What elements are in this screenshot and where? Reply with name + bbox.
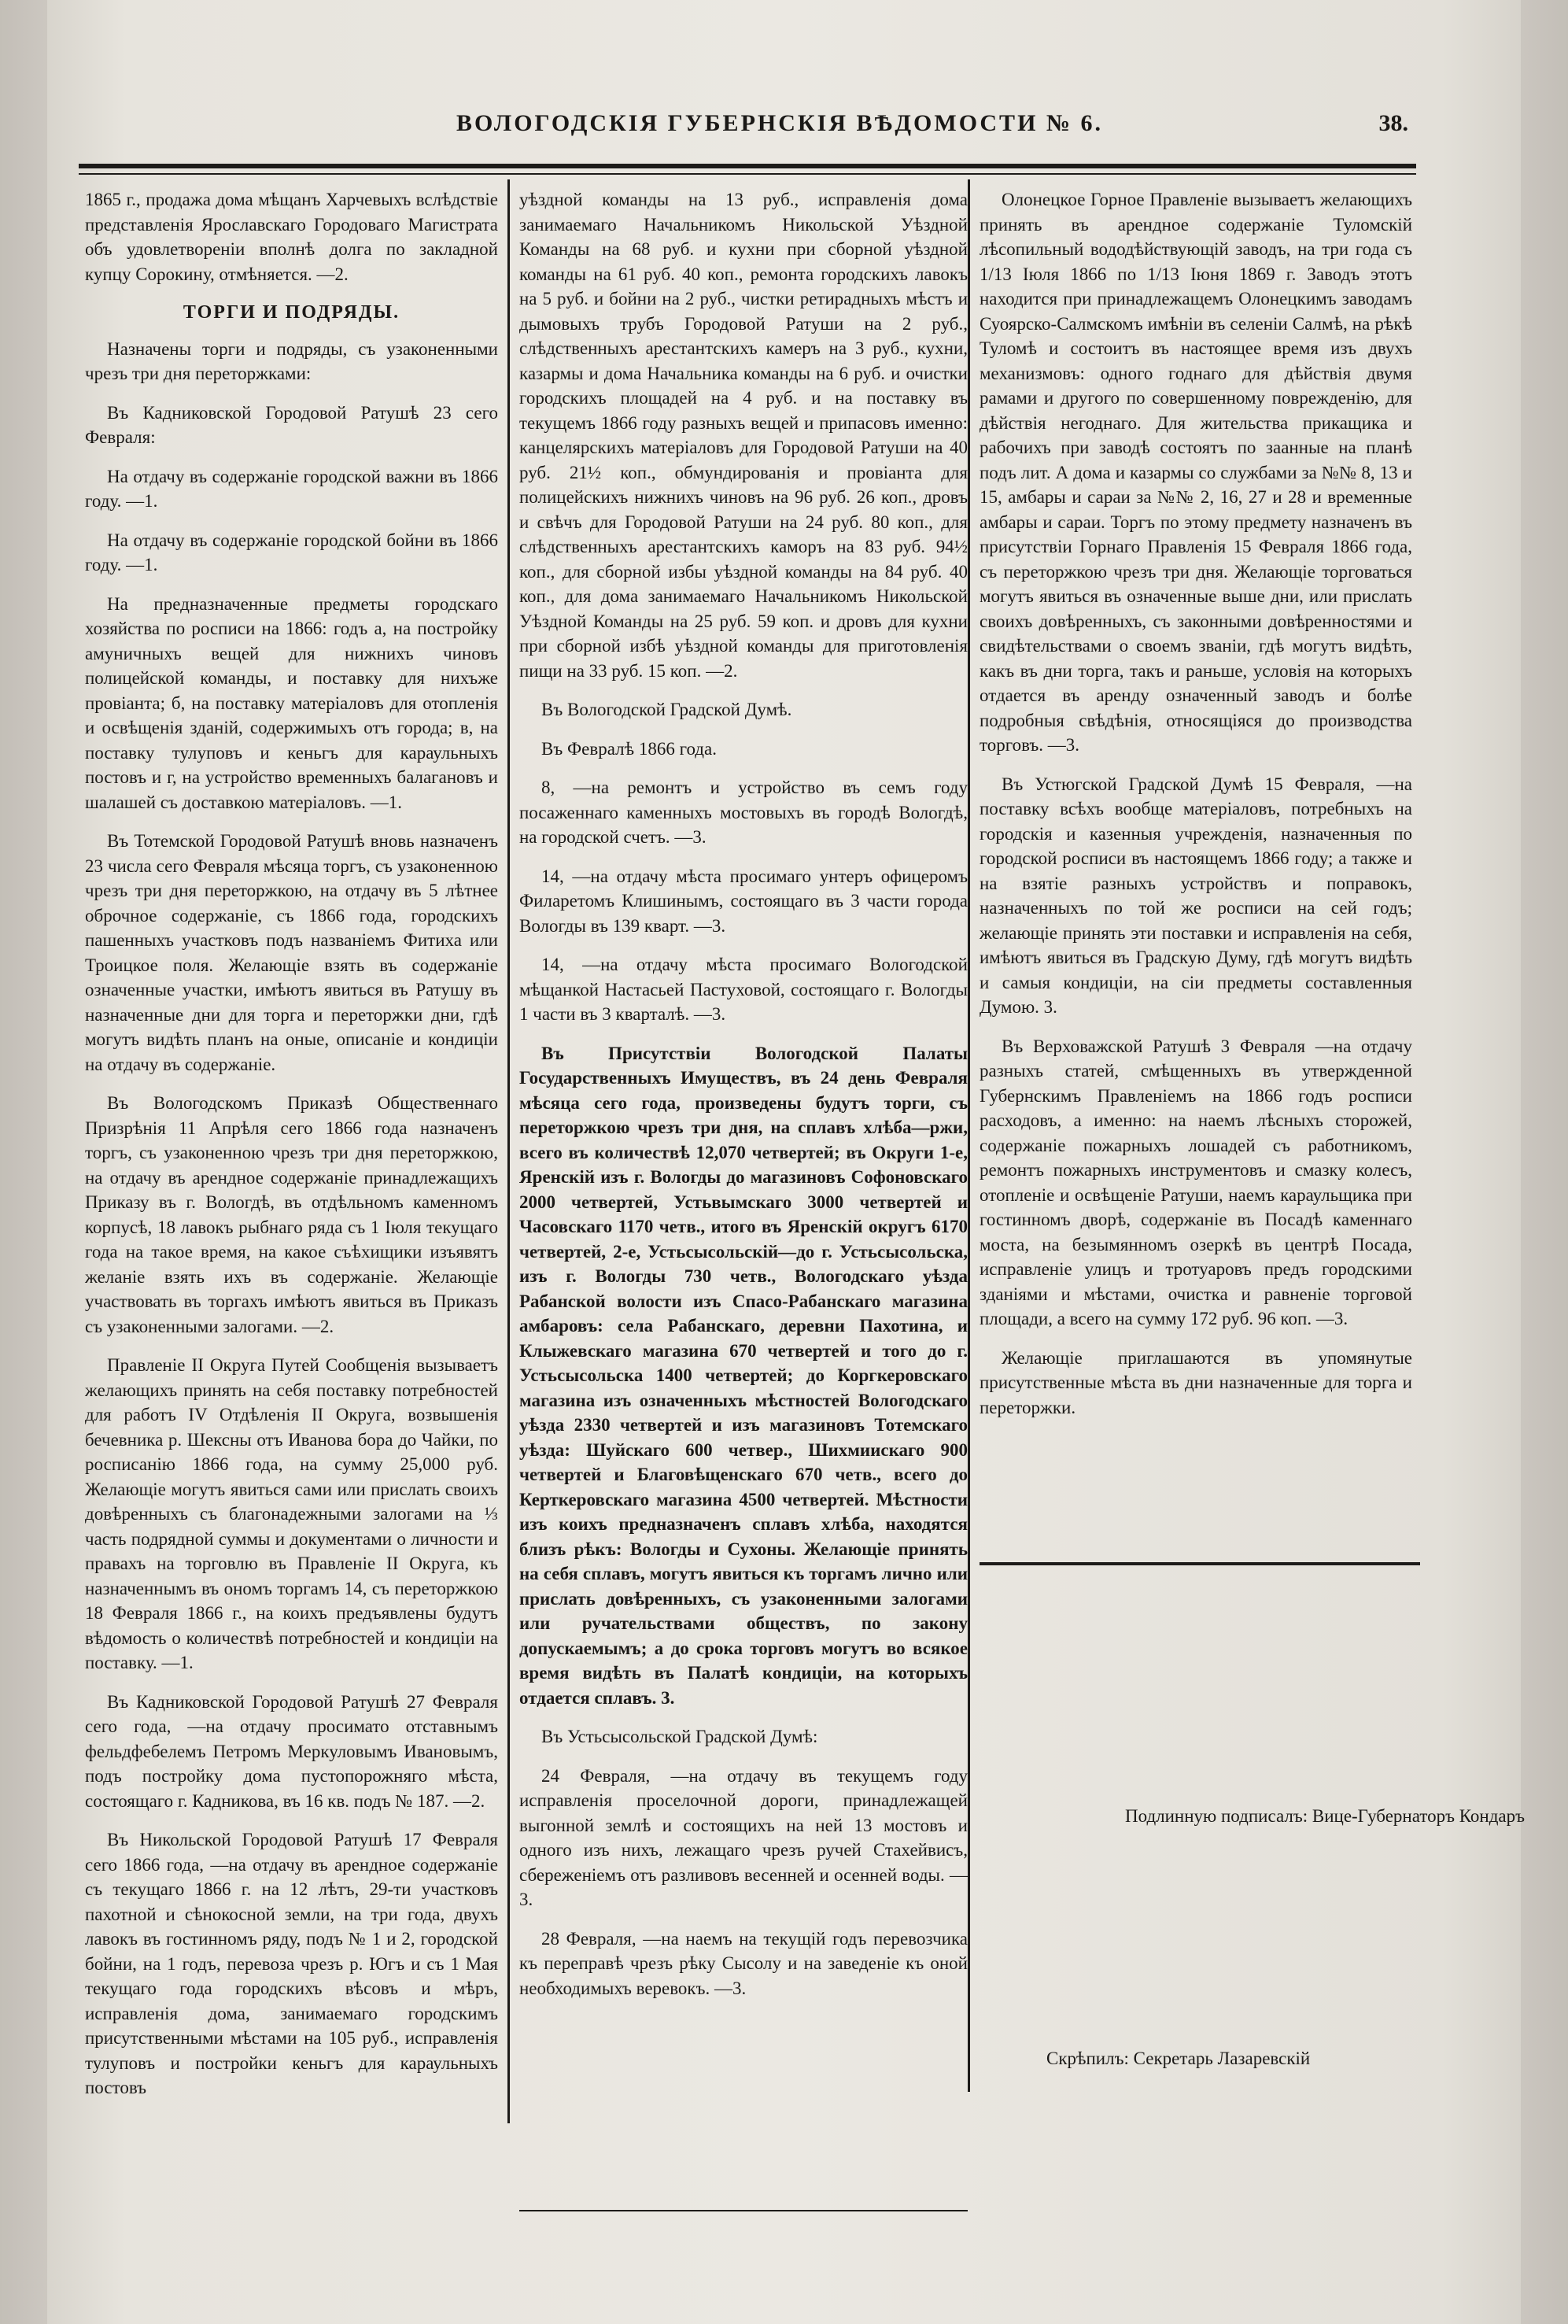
article-paragraph: 24 Февраля, —на отдачу въ текущемъ году исправленія проселочной дороги, принадлежащей выгонной землѣ и состоящихъ на ней 13 мостовъ и одного изъ нихъ, лежащаго чрезъ ручей Стахейвисъ, сбереженіемъ отъ разливовъ весенней и осенней воды. —3. [519, 1765, 968, 1909]
article-paragraph: Въ Вологодскомъ Приказѣ Общественнаго Призрѣнія 11 Апрѣля сего 1866 года назначенъ торгъ, съ узаконенною чрезъ три дня переторжкою, на отдачу въ арендное содержаніе принадлежащихъ Приказу въ г. Вологдѣ, въ отдѣльномъ каменномъ корпусѣ, 18 лавокъ рыбнаго ряда съ 1 Іюля текущаго года на такое время, на какое съѣхищики изъявятъ желаніе взять ихъ въ содержаніе. Желающіе участвовать въ торгахъ имѣютъ явиться въ Приказъ съ узаконенными залогами. —2. [85, 1093, 498, 1336]
article-paragraph: 8, —на ремонтъ и устройство въ семъ году посаженнаго каменныхъ мостовыхъ въ городѣ Вологдѣ, на городской счетъ. —3. [519, 778, 968, 847]
header-rule [79, 164, 1416, 168]
article-paragraph: На отдачу въ содержаніе городской важни въ 1866 году. —1. [85, 466, 498, 511]
column-left [85, 187, 498, 2115]
column-end-rule [980, 1562, 1420, 1565]
article-paragraph: 28 Февраля, —на наемъ на текущій годъ перевозчика къ переправѣ чрезъ рѣку Сысолу и на заведеніе къ оной необходимыхъ веревокъ. —3. [519, 1928, 968, 1998]
article-paragraph: Въ Кадниковской Городовой Ратушѣ 23 сего Февраля: [85, 402, 498, 447]
article-paragraph: 1865 г., продажа дома мѣщанъ Харчевыхъ вслѣдствіе представленія Ярославскаго Городоваго Магистрата объ удовлетвореніи вполнѣ долга по закладной купцу Сорокину, отмѣняется. —2. [85, 190, 498, 284]
page-number: 38. [1378, 110, 1408, 136]
article-paragraph: Назначены торги и подряды, съ узаконенными чрезъ три дня переторжками: [85, 338, 498, 383]
article-paragraph: 14, —на отдачу мѣста просимаго унтеръ офицеромъ Филаретомъ Клишинымъ, состоящаго въ 3 части города Вологды въ 139 кварт. —3. [519, 866, 968, 936]
section-heading: ТОРГИ И ПОДРЯДЫ. [183, 302, 400, 323]
page-edge-shadow [1521, 0, 1568, 2324]
article-paragraph: Въ Кадниковской Городовой Ратушѣ 27 Февраля сего года, —на отдачу просимато отставнымъ фельдфебелемъ Петромъ Меркуловымъ Ивановымъ, подъ постройку дома пустопорожняго мѣста, состоящаго г. Кадникова, въ 16 кв. подъ № 187. —2. [85, 1691, 498, 1811]
article-paragraph: Въ Никольской Городовой Ратушѣ 17 Февраля сего 1866 года, —на отдачу въ арендное содержаніе съ текущаго 1866 г. на 12 лѣтъ, 29-ти участковъ пахотной и сѣнокосной земли, на три года, двухъ лавокъ въ гостинномъ ряду, подъ № 1 и 2, городской бойни, на 1 годъ, перевоза чрезъ р. Югъ и съ 1 Мая текущаго года городскихъ вѣсовъ и мѣръ, исправленія дома, занимаемаго городскимъ присутственными мѣстами на 105 руб., исправленія тулуповъ и постройки кеньгъ для караульныхъ постовъ [85, 1830, 498, 2097]
signature-secretary: Скрѣпилъ: Секретарь Лазаревскій [1046, 2049, 1311, 2068]
article-paragraph: Въ Присутствіи Вологодской Палаты Государственныхъ Имуществъ, въ 24 день Февраля мѣсяца сего года, произведены будутъ торги, съ переторжкою чрезъ три дня, на сплавъ хлѣба—ржи, всего въ количествѣ 12,070 четвертей; въ Округи 1-е, Яренскій изъ г. Вологды до магазиновъ Софоновскаго 2000 четвертей, Устьвымскаго 3000 четвертей и Чacовскаго 1170 четв., итого въ Яренскій округъ 6170 четвертей, 2-е, Устьсысольскій—до г. Устьсысольска, изъ г. Вологды 730 четв., Вологодскаго уѣзда Рабанской волости изъ Спасо-Рабанскаго магазина амбаровъ: села Рабанскаго, деревни Пахотина, и Клыжевскаго магазина 670 четвертей и того до г. Устьсысольска 1400 четвертей; до Коргкеровскаго магазина изъ означенныхъ мѣстностей Вологодскаго уѣзда 2330 четвертей и изъ магазиновъ Тотемскаго уѣзда: Шуйскаго 600 четвер., Шихмиискаго 900 четвертей и Благовѣщенскаго 670 четв., всего до Керткеровскаго магазина 4500 четвертей. Мѣстности изъ коихъ предназначенъ сплавъ хлѣба, находятся близъ рѣкъ: Вологды и Сухоны. Желающіе принять на себя сплавъ, могутъ явиться къ торгамъ лично или прислать довѣренныхъ, съ узаконенными залогами или ручательствами обществъ, по закону допускаемымъ; а до срока торговъ могутъ во всякое время видѣть въ Палатѣ кондиціи, на которыхъ отдается сплавъ. 3. [519, 1043, 968, 1708]
column-divider [507, 179, 510, 2123]
article-paragraph: На предназначенные предметы городскаго хозяйства по росписи на 1866: годъ а, на постройку амуничныхъ вещей для нижнихъ чиновъ полицейской команды, и поставку для нихъже провіанта; б, на поставку матеріаловъ для отопленія и освѣщенія зданій, содержимыхъ отъ города; в, на поставку тулуповъ и кеньгъ для караульныхъ постовъ и г, на устройство временныхъ балагановъ и шалашей съ доставкою матеріаловъ. —1. [85, 593, 498, 812]
column-right [980, 187, 1412, 1434]
newspaper-title: ВОЛОГОДСКІЯ ГУБЕРНСКІЯ ВѢДОМОСТИ № 6. [456, 110, 1104, 136]
page-header [79, 110, 1408, 157]
column-end-rule [519, 2210, 968, 2211]
column-divider [968, 179, 970, 2092]
signature-governor: Подлинную подписалъ: Вице-Губернаторъ Кондаръ [1125, 1806, 1526, 1826]
article-paragraph: 14, —на отдачу мѣста просимаго Вологодской мѣщанкой Настасьей Пастуховой, состоящаго г. Вологды 1 части въ 3 кварталѣ. —3. [519, 955, 968, 1024]
subsection-heading: Въ Устьсысольской Градской Думѣ: [541, 1727, 818, 1746]
subsection-heading: Въ Вологодской Градской Думѣ. [541, 700, 792, 719]
article-paragraph: Въ Устюгской Градской Думѣ 15 Февраля, —на поставку всѣхъ вообще матеріаловъ, потребныхъ на городскія и казенныя учрежденія, назначенныя по городской росписи въ настоящемъ 1866 году; а также и на взятіе разныхъ устройствъ и поправокъ, назначенныхъ по той же росписи на сей годъ; желающіе принять эти поставки и исправленія на себя, имѣютъ явиться въ Градскую Думу, гдѣ могутъ видѣть и самыя кондиціи, на сіи предметы составленныя Думою. 3. [980, 774, 1412, 1017]
subsection-date: Въ Февралѣ 1866 года. [541, 738, 717, 759]
article-paragraph: На отдачу въ содержаніе городской бойни въ 1866 году. —1. [85, 530, 498, 575]
article-paragraph: Правленіе II Округа Путей Сообщенія вызываетъ желающихъ принять на себя поставку потребностей для работъ IV Отдѣленія II Округа, возвышенія бечевника р. Шексны отъ Иванова бора до Чайки, по росписанію 1866 года, на сумму 25,000 руб. Желающіе могутъ явиться сами или прислать своихъ довѣренныхъ съ благонадежными залогами на ⅓ часть подрядной суммы и документами о личности и правахъ на торговлю въ Правленіе II Округа, къ назначеннымъ въ ономъ торгамъ 14, съ переторжкою 18 Февраля 1866 г., на коихъ предъявлены будутъ вѣдомость о количествѣ потребностей и кондиціи на поставку. —1. [85, 1355, 498, 1672]
article-paragraph: уѣздной команды на 13 руб., исправленія дома занимаемаго Начальникомъ Никольской Уѣздной Команды на 68 руб. и кухни при сборной уѣздной команды на 61 руб. 40 коп., ремонта городскихъ лавокъ на 5 руб. и бойни на 2 руб., чистки ретирадныхъ мѣстъ и дымовыхъ трубъ Городовой Ратуши на 2 руб., слѣдственныхъ арестантскихъ камеръ на 3 руб., кухни, казармы и дома Начальника команды на 6 руб. и очистки городскихъ площадей на 4 руб. и на поставку въ текущемъ 1866 году разныхъ вещей и припасовъ именно: канцелярскихъ матеріаловъ для Городовой Ратуши на 40 руб. 21½ коп., обмундированія и провіанта для полицейскихъ нижнихъ чиновъ на 96 руб. 26 коп., дровъ и свѣчъ для Городовой Ратуши на 24 руб. 80 коп., для слѣдственныхъ арестантскихъ каморъ на 83 руб. 94½ коп., для сборной избы уѣздной команды на 84 руб. 40 коп., для дома занимаемаго Начальникомъ Никольской Уѣздной Команды на 25 руб. 59 коп. и дровъ для кухни при сборной избѣ уѣздной команды для приготовленія пищи на 33 руб. 15 коп. —2. [519, 190, 968, 681]
column-middle [519, 187, 968, 2015]
article-paragraph: Въ Верховажской Ратушѣ 3 Февраля —на отдачу разныхъ статей, смѣщенныхъ въ утвержденной Губернскимъ Правленіемъ на 1866 годъ росписи расходовъ, а именно: на наемъ лѣсныхъ сторожей, содержаніе пожарныхъ лошадей съ работникомъ, ремонтъ пожарныхъ инструментовъ и смазку колесъ, отопленіе и освѣщеніе Ратуши, наемъ караульщика при гостинномъ дворѣ, содержаніе въ Посадѣ каменнаго моста, на безымянномъ озеркѣ въ центрѣ Посада, исправленіе улицъ и тротуаровъ предъ городскими зданіями и мѣстами, очистка и равненіе торговой площади, а всего на сумму 172 руб. 96 коп. —3. [980, 1036, 1412, 1328]
article-paragraph: Желающіе приглашаются въ упомянутые присутственные мѣста въ дни назначенные для торга и переторжки. [980, 1347, 1412, 1417]
page-edge-shadow [0, 0, 47, 2324]
article-paragraph: Олонецкое Горное Правленіе вызываетъ желающихъ принять въ арендное содержаніе Туломскій лѣсопильный вододѣйствующій заводъ, на три года съ 1/13 Іюля 1866 по 1/13 Іюня 1869 г. Заводъ этотъ находится при принадлежащемъ Олонецкимъ заводамъ Суоярско-Салмскомъ имѣніи въ селеніи Салмѣ, на рѣкѣ Туломѣ и состоитъ въ настоящее время изъ двухъ механизмовъ: одного годнаго для дѣйствія двумя рамами и другого по совершенному поврежденію, для дѣйствія негоднаго. Для жительства прикащика и рабочихъ при заводѣ состоятъ по заанные на планѣ подъ лит. А дома и казармы со службами за №№ 8, 13 и 15, амбары и сараи за №№ 2, 16, 27 и 28 и временные амбары и сараи. Торгъ по этому предмету назначенъ въ присутствіи Горнаго Правленія 15 Февраля 1866 года, съ переторжкою чрезъ три дня. Желающіе торговаться могутъ явиться въ означенные выше дни, или прислать своихъ довѣренныхъ, съ законными довѣренностями и свидѣтельствами о своемъ званіи, гдѣ могутъ видѣть, какъ въ дни торга, такъ и раньше, условія на которыхъ отдается въ аренду означенный заводъ и болѣе подробныя свѣдѣнія, относящіяся до производства торговъ. —3. [980, 190, 1412, 755]
article-paragraph: Въ Тотемской Городовой Ратушѣ вновь назначенъ 23 числа сего Февраля мѣсяца торгъ, съ узаконенною чрезъ три дня переторжкою, на отдачу въ 5 лѣтнее оброчное содержаніе, съ 1866 года, городскихъ пашенныхъ участковъ подъ названіемъ Фитиха или Троицкое поля. Желающіе взять въ содержаніе означенные участки, имѣютъ явиться въ Ратушу въ назначенные дни для торга и переторжки дни, гдѣ могутъ видѣть планъ на оные, описаніе и кондиціи на отдачу въ содержаніе. [85, 831, 498, 1074]
header-rule-thin [79, 173, 1416, 175]
